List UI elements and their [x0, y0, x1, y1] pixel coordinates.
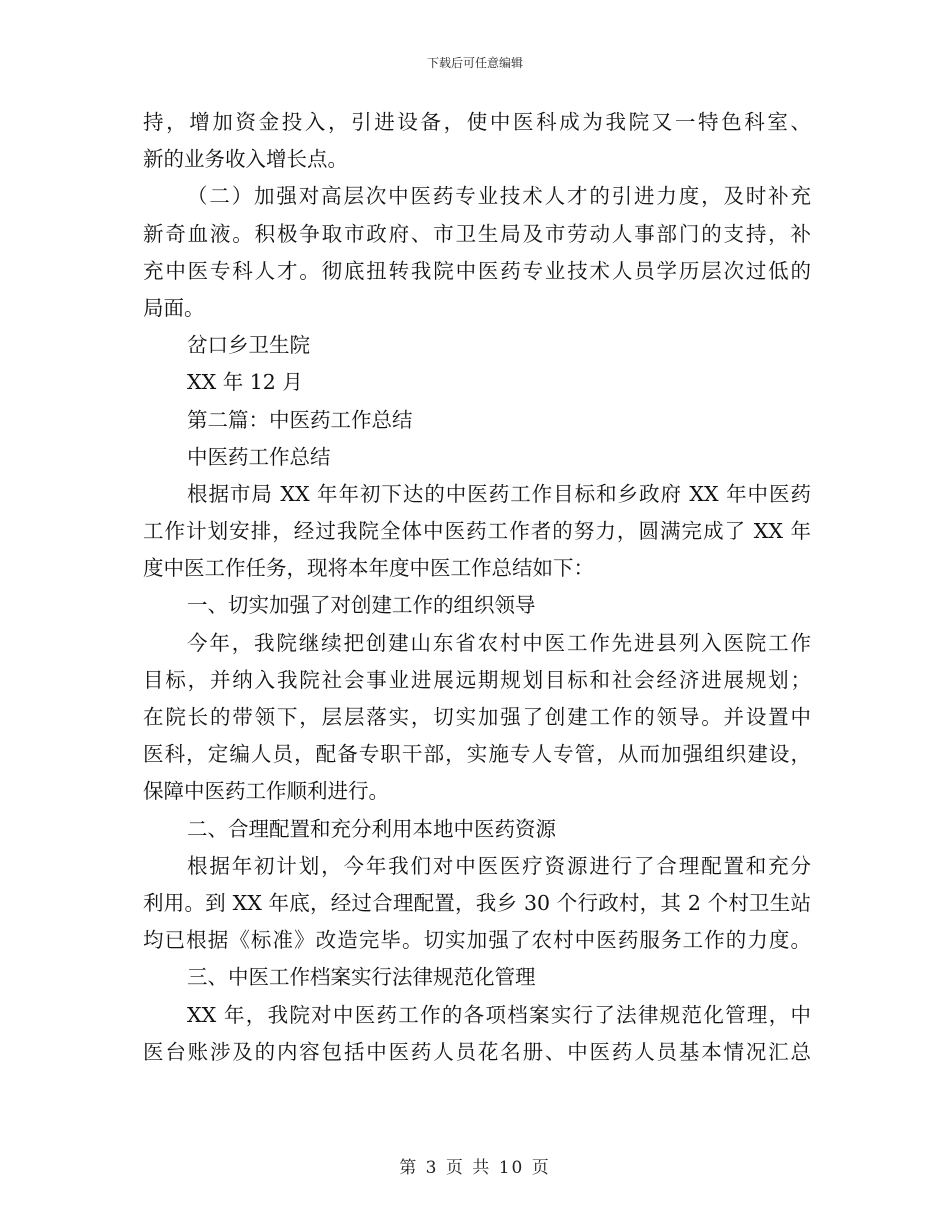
- body-line: 医科，定编人员，配备专职干部，实施专人专管，从而加强组织建设，: [143, 742, 811, 767]
- signature-organization: 岔口乡卫生院: [187, 333, 310, 358]
- body-line: （二）加强对高层次中医药专业技术人才的引进力度，及时补充: [187, 184, 811, 209]
- body-line: 保障中医药工作顺利进行。: [143, 779, 389, 804]
- page-header: 下载后可任意编辑: [426, 56, 523, 70]
- section-heading: 第二篇：中医药工作总结: [187, 407, 413, 432]
- body-line: 今年，我院继续把创建山东省农村中医工作先进县列入医院工作: [187, 630, 811, 655]
- body-line: 工作计划安排，经过我院全体中医药工作者的努力，圆满完成了 XX 年: [143, 519, 811, 544]
- document-title: 中医药工作总结: [187, 444, 331, 469]
- page-number-footer: 第 3 页 共 10 页: [399, 1158, 551, 1178]
- body-line: 根据年初计划，今年我们对中医医疗资源进行了合理配置和充分: [187, 853, 811, 878]
- body-line: 新奇血液。积极争取市政府、市卫生局及市劳动人事部门的支持，补: [143, 221, 811, 246]
- body-line: XX 年，我院对中医药工作的各项档案实行了法律规范化管理，中: [187, 1002, 811, 1027]
- subsection-heading: 三、中医工作档案实行法律规范化管理: [187, 965, 536, 990]
- body-line: 根据市局 XX 年年初下达的中医药工作目标和乡政府 XX 年中医药: [187, 481, 811, 506]
- document-body: [143, 104, 811, 1071]
- body-line: 充中医专科人才。彻底扭转我院中医药专业技术人员学历层次过低的: [143, 258, 811, 283]
- body-line: 均已根据《标准》改造完毕。切实加强了农村中医药服务工作的力度。: [143, 928, 811, 953]
- body-line: 局面。: [143, 295, 205, 320]
- body-line: 医台账涉及的内容包括中医药人员花名册、中医药人员基本情况汇总: [143, 1039, 811, 1064]
- body-line: 目标，并纳入我院社会事业进展远期规划目标和社会经济进展规划；: [143, 667, 811, 692]
- body-line: 持，增加资金投入，引进设备，使中医科成为我院又一特色科室、: [143, 110, 811, 134]
- signature-date: XX 年 12 月: [187, 370, 303, 395]
- body-line: 在院长的带领下，层层落实，切实加强了创建工作的领导。并设置中: [143, 705, 811, 729]
- body-line: 利用。到 XX 年底，经过合理配置，我乡 30 个行政村，其 2 个村卫生站: [143, 890, 811, 915]
- body-line: 度中医工作任务，现将本年度中医工作总结如下：: [143, 556, 594, 581]
- subsection-heading: 二、合理配置和充分利用本地中医药资源: [187, 816, 556, 841]
- body-line: 新的业务收入增长点。: [143, 147, 348, 172]
- subsection-heading: 一、切实加强了对创建工作的组织领导: [187, 593, 536, 618]
